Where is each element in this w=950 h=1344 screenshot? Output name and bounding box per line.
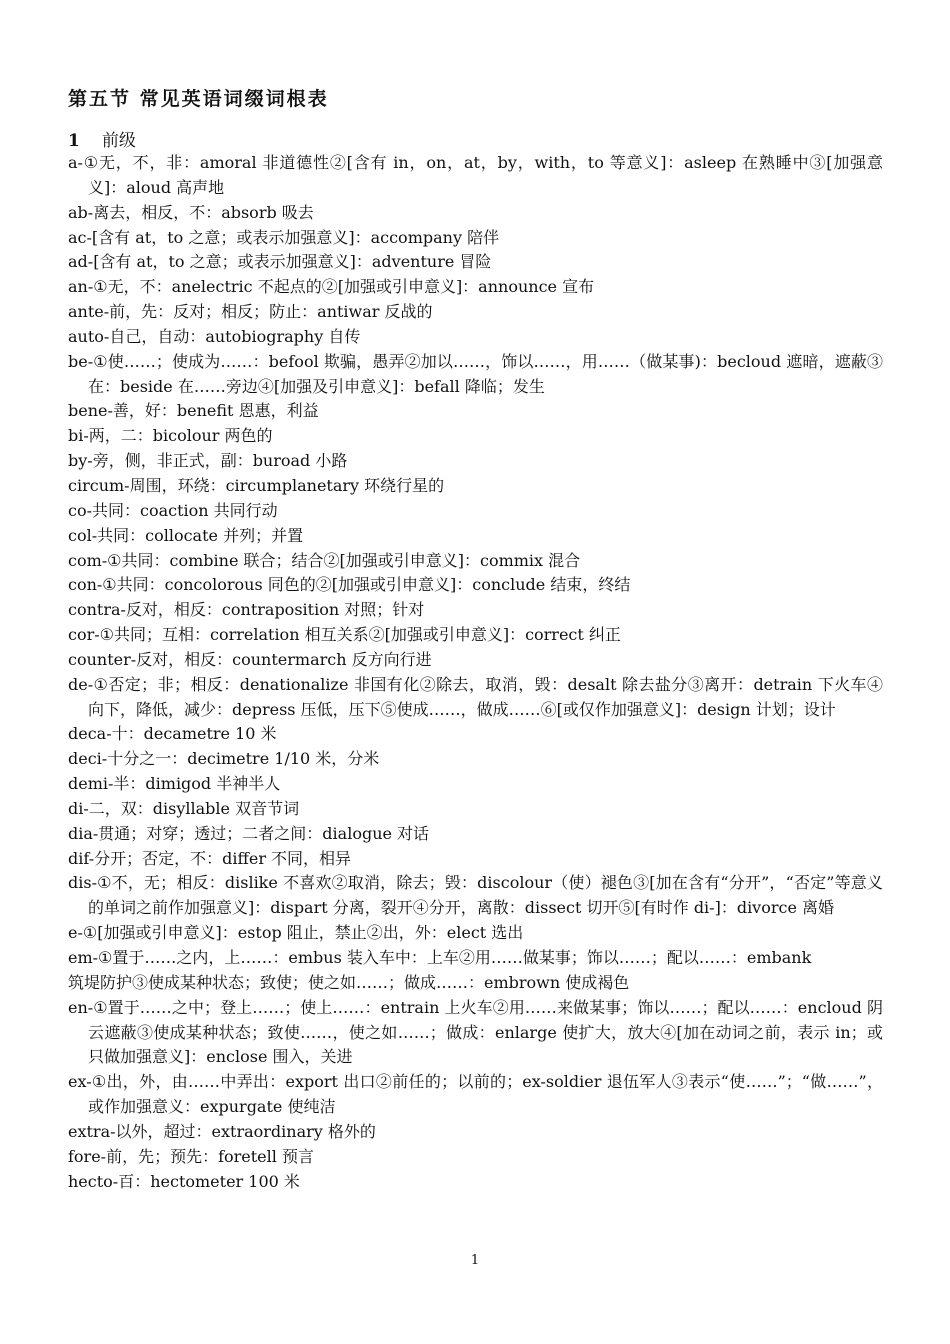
affix-entry-list	[68, 151, 883, 1194]
entry-em: em-①置于……之内，上……：embus 装入车中：上车②用……做某事；饰以……；配以……：embank	[68, 948, 812, 967]
entry-con: con-①共同：concolorous 同色的②[加强或引申意义]：conclude 结束，终结	[68, 575, 631, 595]
entry-dif: dif-分开；否定，不：differ 不同，相异	[68, 848, 352, 868]
entry-de: de-①否定；非；相反：denationalize 非国有化②除去，取消，毁：desalt 除去盐分③离开：detrain 下火车④向下，降低，减少：depress 压低，压下⑤使成……，做成……⑥[或仅作加强意义]：design 计划；设计	[68, 674, 883, 719]
entry-ad: ad-[含有 at，to 之意；或表示加强意义]：adventure 冒险	[68, 252, 492, 272]
section-number: 1	[68, 131, 80, 151]
entry-ab: ab-离去，相反，不：absorb 吸去	[68, 202, 314, 222]
entry-be: be-①使……；使成为……：befool 欺骗，愚弄②加以……，饰以……，用……（做某事)：becloud 遮暗，遮蔽③在：beside 在……旁边④[加强及引申意义]：befall 降临；发生	[68, 351, 883, 396]
page-number: 1	[470, 1253, 480, 1268]
entry-by: by-旁，侧，非正式，副：buroad 小路	[68, 451, 348, 471]
entry-auto: auto-自己，自动：autobiography 自传	[68, 326, 361, 346]
section-title: 前级	[101, 131, 136, 151]
entry-a: a-①无，不，非：amoral 非道德性②[含有 in，on，at，by，with，to 等意义]：asleep 在熟睡中③[加强意义]：aloud 高声地	[68, 153, 883, 197]
entry-em-continued: 筑堤防护③使成某种状态；致使；使之如……；做成……：embrown 使成褐色	[68, 972, 630, 992]
entry-col: col-共同：collocate 并列；并置	[68, 525, 304, 545]
entry-bene: bene-善，好：benefit 恩惠，利益	[68, 401, 319, 421]
entry-hecto: hecto-百：hectometer 100 米	[68, 1171, 300, 1191]
entry-demi: demi-半：dimigod 半神半人	[68, 774, 281, 794]
entry-di: di-二，双：disyllable 双音节词	[68, 798, 300, 818]
entry-deca: deca-十：decametre 10 米	[68, 724, 277, 744]
entry-deci: deci-十分之一：decimetre 1/10 米，分米	[68, 749, 380, 769]
entry-bi: bi-两，二：bicolour 两色的	[68, 426, 273, 446]
entry-fore: fore-前，先；预先：foretell 预言	[68, 1146, 314, 1166]
entry-en: en-①置于……之中；登上……；使上……：entrain 上火车②用……来做某事；饰以……；配以……：encloud 阴云遮蔽③使成某种状态；致使……，使之如……；做成：enlarge 使扩大，放大④[加在动词之前，表示 in；或只做加强意义]：enclose 围入，关进	[68, 997, 883, 1067]
entry-dia: dia-贯通；对穿；透过；二者之间：dialogue 对话	[68, 823, 430, 843]
entry-circum: circum-周围，环绕：circumplanetary 环绕行星的	[68, 475, 445, 495]
entry-dis: dis-①不，无；相反：dislike 不喜欢②取消，除去；毁：discolour（使）褪色③[加在含有“分开”，“否定”等意义的单词之前作加强意义]：dispart 分离，裂开④分开，离散：dissect 切开⑤[有时作 di-]：divorce 离婚	[68, 873, 883, 918]
entry-extra: extra-以外，超过：extraordinary 格外的	[68, 1121, 376, 1141]
entry-ante: ante-前，先：反对；相反；防止：antiwar 反战的	[68, 302, 433, 322]
entry-ac: ac-[含有 at，to 之意；或表示加强意义]：accompany 陪伴	[68, 227, 500, 247]
entry-cor: cor-①共同；互相：correlation 相互关系②[加强或引申意义]：correct 纠正	[68, 625, 621, 645]
entry-ex: ex-①出，外，由……中弄出：export 出口②前任的；以前的；ex-soldier 退伍军人③表示“使……”；“做……”，或作加强意义：expurgate 使纯洁	[68, 1072, 883, 1117]
entry-an: an-①无，不：anelectric 不起点的②[加强或引申意义]：announce 宣布	[68, 277, 595, 297]
entry-contra: contra-反对，相反：contraposition 对照；针对	[68, 600, 425, 620]
entry-co: co-共同：coaction 共同行动	[68, 500, 278, 520]
page-title: 第五节 常见英语词缀词根表	[68, 88, 329, 110]
section-heading	[68, 126, 136, 151]
entry-counter: counter-反对，相反：countermarch 反方向行进	[68, 649, 432, 669]
entry-com: com-①共同：combine 联合；结合②[加强或引申意义]：commix 混合	[68, 550, 581, 570]
entry-e: e-①[加强或引申意义]：estop 阻止，禁止②出，外：elect 选出	[68, 923, 524, 943]
